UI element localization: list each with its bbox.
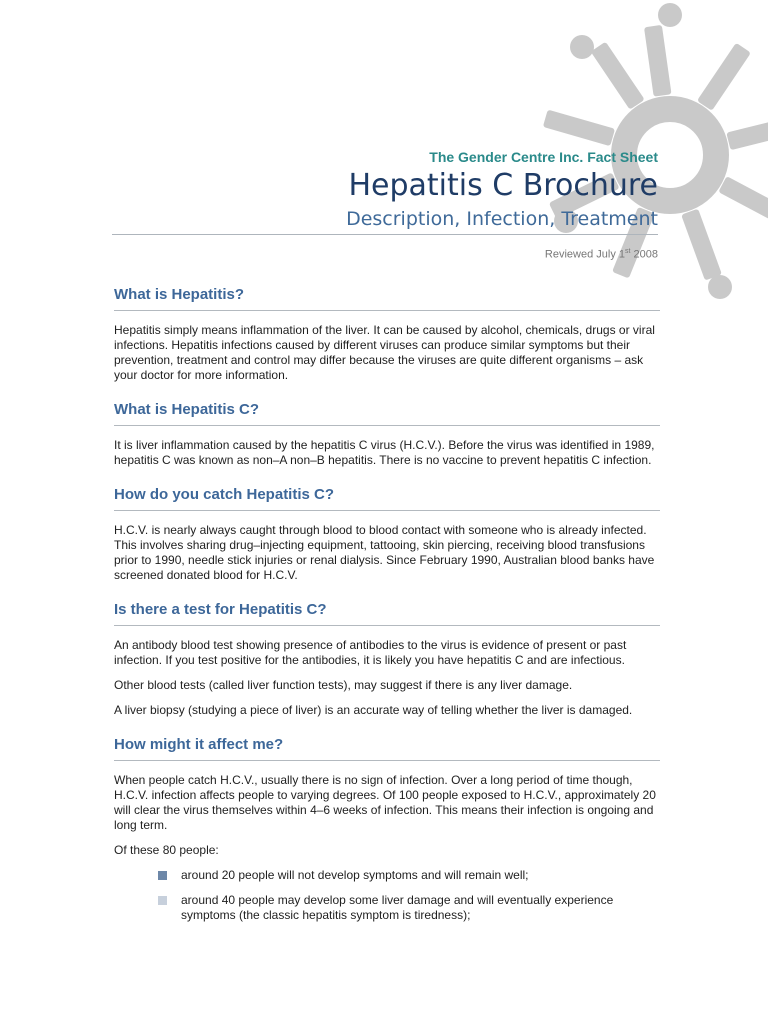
paragraph: It is liver inflammation caused by the hepatitis C virus (H.C.V.). Before the virus was identified in 1989, hepatitis C was known as non–A non–B hepatitis. There is no vaccine to prevent hepatitis C infection. bbox=[114, 438, 655, 467]
square-bullet-icon bbox=[158, 871, 167, 880]
page-subtitle: Description, Infection, Treatment bbox=[346, 208, 658, 230]
header-divider bbox=[112, 234, 658, 235]
section-affect bbox=[114, 736, 660, 923]
square-bullet-icon bbox=[158, 896, 167, 905]
section-heading: How do you catch Hepatitis C? bbox=[114, 486, 660, 511]
section-heading: How might it affect me? bbox=[114, 736, 660, 761]
section-test bbox=[114, 601, 660, 718]
document-header bbox=[112, 148, 658, 232]
section-how-catch bbox=[114, 486, 660, 583]
org-name: The Gender Centre Inc. Fact Sheet bbox=[429, 149, 658, 165]
section-what-is-hepatitis bbox=[114, 286, 660, 383]
section-what-is-hepatitis-c bbox=[114, 401, 660, 468]
bullet-list bbox=[114, 868, 660, 923]
paragraph: A liver biopsy (studying a piece of liver) is an accurate way of telling whether the liver is damaged. bbox=[114, 703, 633, 717]
list-item bbox=[158, 893, 660, 923]
paragraph: When people catch H.C.V., usually there is no sign of infection. Over a long period of time though, H.C.V. infection affects people to varying degrees. Of 100 people exposed to H.C.V., approximately 20 will clear the virus themselves within 4–6 weeks of infection. This means their infection is ongoing and long term. bbox=[114, 773, 656, 832]
paragraph: Of these 80 people: bbox=[114, 843, 219, 857]
section-heading: What is Hepatitis C? bbox=[114, 401, 660, 426]
paragraph: H.C.V. is nearly always caught through blood to blood contact with someone who is already infected. This involves sharing drug–injecting equipment, tattooing, skin piercing, receiving blood transfusions prior to 1990, needle stick injuries or renal dialysis. Since February 1990, Australian blood banks have screened donated blood for H.C.V. bbox=[114, 523, 655, 582]
page-title: Hepatitis C Brochure bbox=[348, 168, 658, 203]
reviewed-suffix: 2008 bbox=[630, 248, 658, 261]
list-item-text: around 40 people may develop some liver damage and will eventually experience symptoms (the classic hepatitis symptom is tiredness); bbox=[181, 893, 614, 922]
reviewed-prefix: Reviewed July 1 bbox=[544, 248, 626, 261]
paragraph: Other blood tests (called liver function tests), may suggest if there is any liver damage. bbox=[114, 678, 573, 692]
section-heading: Is there a test for Hepatitis C? bbox=[114, 601, 660, 626]
section-heading: What is Hepatitis? bbox=[114, 286, 660, 311]
paragraph: An antibody blood test showing presence of antibodies to the virus is evidence of present or past infection. If you test positive for the antibodies, it is likely you have hepatitis C and are infectious. bbox=[114, 638, 627, 667]
reviewed-date bbox=[112, 248, 658, 261]
list-item bbox=[158, 868, 660, 883]
paragraph: Hepatitis simply means inflammation of the liver. It can be caused by alcohol, chemicals, drugs or viral infections. Hepatitis infections caused by different viruses can produce similar symptoms but their prevention, treatment and control may differ because the viruses are quite different organisms – ask your doctor for more information. bbox=[114, 323, 655, 382]
document-body bbox=[114, 286, 660, 941]
list-item-text: around 20 people will not develop symptoms and will remain well; bbox=[181, 868, 529, 882]
reviewed-sup: st bbox=[625, 248, 631, 255]
